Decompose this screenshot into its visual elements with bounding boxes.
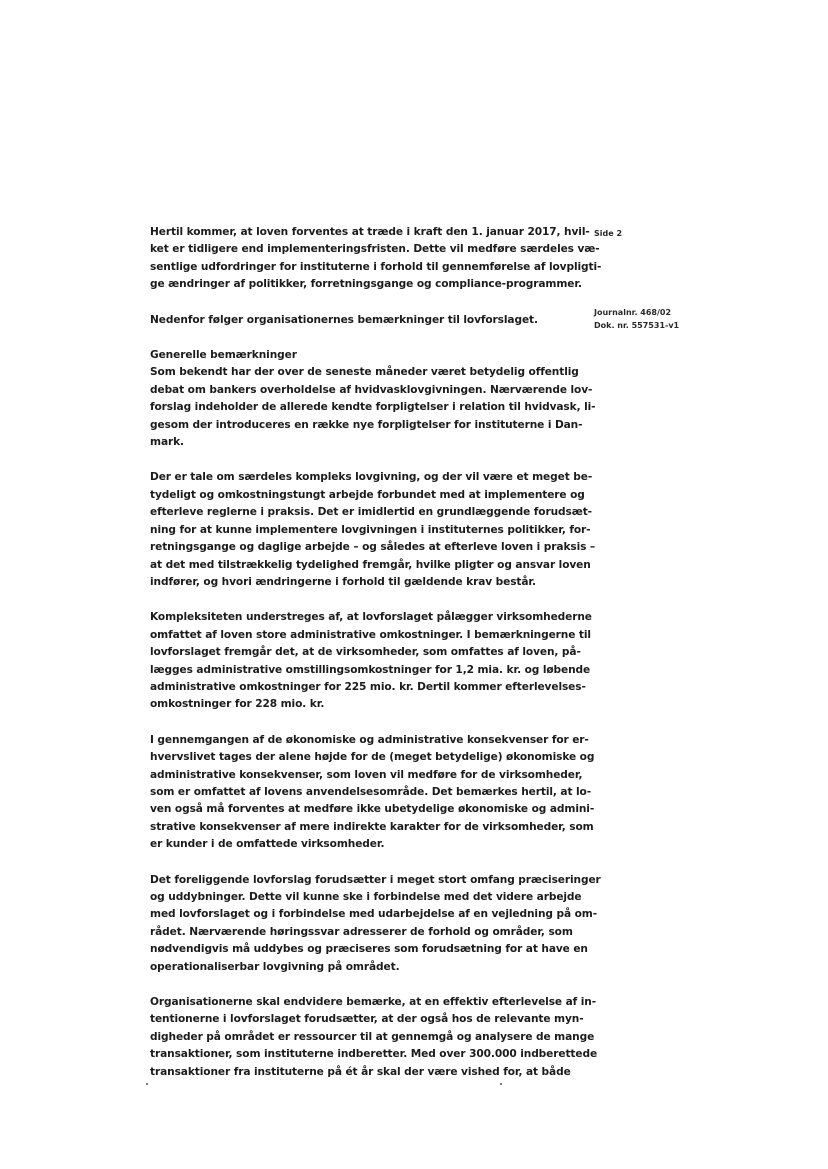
text-line: ning for at kunne implementere lovgivningen i instituternes politikker, for- bbox=[150, 523, 591, 536]
text-line: ket er tidligere end implementeringsfristen. Dette vil medføre særdeles væ- bbox=[150, 243, 600, 256]
paragraph bbox=[150, 732, 595, 854]
text-line: som er omfattet af lovens anvendelsesområde. Det bemærkes hertil, at lo- bbox=[150, 785, 592, 798]
text-line: tentionerne i lovforslaget forudsætter, at der også hos de relevante myn- bbox=[150, 1013, 584, 1026]
scan-speck bbox=[500, 1083, 502, 1085]
text-line: lovforslaget fremgår det, at de virksomheder, som omfattes af loven, på- bbox=[150, 646, 581, 659]
paragraph bbox=[150, 994, 598, 1081]
text-line: transaktioner, som instituterne indberetter. Med over 300.000 indberettede bbox=[150, 1048, 598, 1061]
paragraph bbox=[150, 312, 560, 329]
text-line: Hertil kommer, at loven forventes at træde i kraft den 1. januar 2017, hvil- bbox=[150, 226, 590, 238]
text-line: Organisationerne skal endvidere bemærke, at en effektiv efterlevelse af in- bbox=[150, 996, 596, 1009]
text-line: Der er tale om særdeles kompleks lovgivning, og der vil være et meget be- bbox=[150, 471, 593, 484]
journal-number: Journalnr. 468/02 bbox=[594, 308, 672, 317]
paragraph bbox=[150, 224, 602, 294]
text-line: omkostninger for 228 mio. kr. bbox=[150, 698, 325, 711]
text-line: transaktioner fra instituterne på ét år skal der være vished for, at både bbox=[150, 1065, 571, 1078]
paragraph bbox=[150, 609, 592, 713]
text-line: tydeligt og omkostningstungt arbejde forbundet med at implementere og bbox=[150, 488, 585, 501]
text-line: administrative konsekvenser, som loven vil medføre for de virksomheder, bbox=[150, 768, 583, 781]
scan-speck bbox=[146, 1083, 148, 1085]
text-line: er kunder i de omfattede virksomheder. bbox=[150, 838, 385, 851]
text-line: Kompleksiteten understreges af, at lovforslaget pålægger virksomhederne bbox=[150, 611, 592, 624]
text-line: nødvendigvis må uddybes og præciseres som forudsætning for at have en bbox=[150, 943, 588, 956]
document-number: Dok. nr. 557531-v1 bbox=[594, 321, 680, 330]
text-line: retningsgange og daglige arbejde – og således at efterleve loven i praksis – bbox=[150, 541, 596, 554]
text-line: rådet. Nærværende høringssvar adresserer de forhold og områder, som bbox=[150, 925, 573, 938]
text-line: digheder på området er ressourcer til at gennemgå og analysere de mange bbox=[150, 1030, 595, 1043]
paragraph bbox=[150, 872, 601, 976]
page-number: Side 2 bbox=[594, 229, 623, 238]
body-text bbox=[150, 224, 602, 1099]
text-line: Nedenfor følger organisationernes bemærkninger til lovforslaget. bbox=[150, 313, 538, 326]
text-line: debat om bankers overholdelse af hvidvasklovgivningen. Nærværende lov- bbox=[150, 383, 593, 396]
text-line: Det foreliggende lovforslag forudsætter i meget stort omfang præciseringer bbox=[150, 873, 601, 886]
text-line: efterleve reglerne i praksis. Det er imidlertid en grundlæggende forudsæt- bbox=[150, 506, 592, 519]
text-line: administrative omkostninger for 225 mio. kr. Dertil kommer efterlevelses- bbox=[150, 680, 586, 693]
text-line: ge ændringer af politikker, forretningsgange og compliance-programmer. bbox=[150, 278, 582, 291]
text-line: lægges administrative omstillingsomkostninger for 1,2 mia. kr. og løbende bbox=[150, 663, 591, 676]
text-line: ven også må forventes at medføre ikke ubetydelige økonomiske og admini- bbox=[150, 803, 595, 816]
text-line: forslag indeholder de allerede kendte forpligtelser i relation til hvidvask, li- bbox=[150, 401, 596, 414]
text-line: indfører, og hvori ændringerne i forhold til gældende krav består. bbox=[150, 575, 536, 588]
text-line: strative konsekvenser af mere indirekte karakter for de virksomheder, som bbox=[150, 820, 594, 833]
text-line: og uddybninger. Dette vil kunne ske i forbindelse med det videre arbejde bbox=[150, 891, 582, 903]
text-line: mark. bbox=[150, 436, 184, 449]
text-line: omfattet af loven store administrative omkostninger. I bemærkningerne til bbox=[150, 628, 591, 641]
paragraph bbox=[150, 469, 596, 591]
text-line: I gennemgangen af de økonomiske og administrative konsekvenser for er- bbox=[150, 733, 589, 746]
section-heading: Generelle bemærkninger bbox=[150, 349, 297, 362]
text-line: gesom der introduceres en række nye forpligtelser for instituterne i Dan- bbox=[150, 418, 583, 431]
text-line: sentlige udfordringer for instituterne i forhold til gennemførelse af lovpligti- bbox=[150, 260, 602, 273]
paragraph bbox=[150, 347, 596, 451]
text-line: hvervslivet tages der alene højde for de (meget betydelige) økonomiske og bbox=[150, 751, 595, 764]
text-line: operationaliserbar lovgivning på området. bbox=[150, 960, 400, 973]
text-line: at det med tilstrækkelig tydelighed fremgår, hvilke pligter og ansvar loven bbox=[150, 558, 591, 571]
text-line: Som bekendt har der over de seneste måneder været betydelig offentlig bbox=[150, 366, 579, 379]
text-line: med lovforslaget og i forbindelse med udarbejdelse af en vejledning på om- bbox=[150, 908, 598, 921]
